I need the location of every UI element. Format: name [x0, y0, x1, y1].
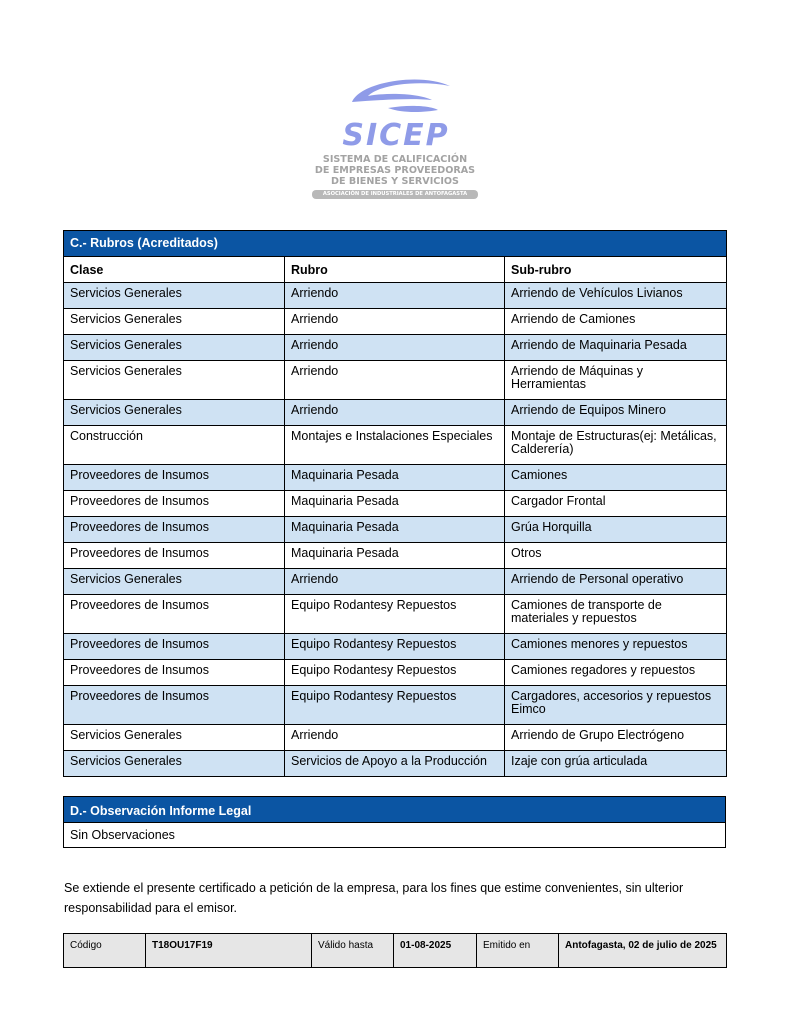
table-row	[64, 491, 727, 517]
table-row	[64, 569, 727, 595]
cell-sub-rubro: Izaje con grúa articulada	[505, 751, 727, 777]
observacion-text: Sin Observaciones	[64, 823, 726, 848]
cell-clase: Servicios Generales	[64, 283, 285, 309]
codigo-value: T18OU17F19	[146, 934, 312, 968]
cell-rubro: Arriendo	[285, 569, 505, 595]
cell-sub-rubro: Cargadores, accesorios y repuestos Eimco	[505, 686, 727, 725]
cell-sub-rubro: Camiones	[505, 465, 727, 491]
cell-rubro: Arriendo	[285, 725, 505, 751]
cell-sub-rubro: Arriendo de Grupo Electrógeno	[505, 725, 727, 751]
table-row	[64, 335, 727, 361]
certificate-footer	[63, 933, 727, 968]
cell-rubro: Maquinaria Pesada	[285, 491, 505, 517]
cell-rubro: Servicios de Apoyo a la Producción	[285, 751, 505, 777]
table-row	[64, 361, 727, 400]
cell-rubro: Arriendo	[285, 400, 505, 426]
cell-sub-rubro: Otros	[505, 543, 727, 569]
emitido-label: Emitido en	[477, 934, 559, 968]
cell-sub-rubro: Cargador Frontal	[505, 491, 727, 517]
cell-clase: Servicios Generales	[64, 400, 285, 426]
cell-clase: Servicios Generales	[64, 569, 285, 595]
table-row	[64, 426, 727, 465]
table-row	[64, 543, 727, 569]
cell-rubro: Montajes e Instalaciones Especiales	[285, 426, 505, 465]
table-row	[64, 465, 727, 491]
cell-clase: Servicios Generales	[64, 309, 285, 335]
table-row	[64, 400, 727, 426]
cell-rubro: Equipo Rodantesy Repuestos	[285, 634, 505, 660]
cell-rubro: Arriendo	[285, 335, 505, 361]
table-row	[64, 283, 727, 309]
cell-sub-rubro: Arriendo de Máquinas y Herramientas	[505, 361, 727, 400]
logo-wordmark: SICEP	[342, 118, 450, 153]
header-sub-rubro: Sub-rubro	[505, 257, 727, 283]
cell-rubro: Equipo Rodantesy Repuestos	[285, 660, 505, 686]
cell-clase: Proveedores de Insumos	[64, 686, 285, 725]
table-row	[64, 725, 727, 751]
cell-rubro: Arriendo	[285, 361, 505, 400]
codigo-label: Código	[64, 934, 146, 968]
logo-subtitle: SISTEMA DE CALIFICACIÓN DE EMPRESAS PROVEEDORAS DE BIENES Y SERVICIOS	[314, 154, 476, 187]
cell-clase: Servicios Generales	[64, 725, 285, 751]
cell-sub-rubro: Arriendo de Vehículos Livianos	[505, 283, 727, 309]
logo-association-band: ASOCIACIÓN DE INDUSTRIALES DE ANTOFAGASTA	[312, 190, 478, 199]
cell-rubro: Arriendo	[285, 283, 505, 309]
table-row	[64, 309, 727, 335]
cell-clase: Proveedores de Insumos	[64, 660, 285, 686]
valido-value: 01-08-2025	[394, 934, 477, 968]
observacion-table	[63, 796, 726, 848]
cell-clase: Proveedores de Insumos	[64, 517, 285, 543]
closing-statement: Se extiende el presente certificado a petición de la empresa, para los fines que estime convenientes, sin ulterior responsabilidad para el emisor.	[64, 881, 684, 915]
cell-sub-rubro: Grúa Horquilla	[505, 517, 727, 543]
observacion-section-title: D.- Observación Informe Legal	[64, 797, 726, 823]
table-row	[64, 686, 727, 725]
cell-sub-rubro: Camiones de transporte de materiales y repuestos	[505, 595, 727, 634]
cell-sub-rubro: Arriendo de Personal operativo	[505, 569, 727, 595]
rubros-section-title: C.- Rubros (Acreditados)	[64, 231, 727, 257]
cell-sub-rubro: Arriendo de Maquinaria Pesada	[505, 335, 727, 361]
cell-clase: Servicios Generales	[64, 751, 285, 777]
cell-sub-rubro: Camiones regadores y repuestos	[505, 660, 727, 686]
sicep-logo	[300, 74, 490, 202]
cell-rubro: Maquinaria Pesada	[285, 465, 505, 491]
cell-rubro: Equipo Rodantesy Repuestos	[285, 595, 505, 634]
sicep-swoosh-icon	[300, 74, 490, 124]
table-row	[64, 517, 727, 543]
cell-clase: Servicios Generales	[64, 361, 285, 400]
emitido-value: Antofagasta, 02 de julio de 2025	[559, 934, 727, 968]
cell-clase: Proveedores de Insumos	[64, 543, 285, 569]
table-row	[64, 660, 727, 686]
header-clase: Clase	[64, 257, 285, 283]
valido-label: Válido hasta	[312, 934, 394, 968]
table-row	[64, 595, 727, 634]
cell-clase: Proveedores de Insumos	[64, 634, 285, 660]
cell-clase: Proveedores de Insumos	[64, 595, 285, 634]
cell-clase: Proveedores de Insumos	[64, 491, 285, 517]
cell-sub-rubro: Camiones menores y repuestos	[505, 634, 727, 660]
cell-rubro: Arriendo	[285, 309, 505, 335]
cell-clase: Servicios Generales	[64, 335, 285, 361]
cell-sub-rubro: Montaje de Estructuras(ej: Metálicas, Calderería)	[505, 426, 727, 465]
cell-clase: Construcción	[64, 426, 285, 465]
cell-rubro: Equipo Rodantesy Repuestos	[285, 686, 505, 725]
cell-rubro: Maquinaria Pesada	[285, 517, 505, 543]
cell-rubro: Maquinaria Pesada	[285, 543, 505, 569]
table-row	[64, 634, 727, 660]
cell-clase: Proveedores de Insumos	[64, 465, 285, 491]
rubros-table	[63, 230, 727, 777]
table-row	[64, 751, 727, 777]
cell-sub-rubro: Arriendo de Camiones	[505, 309, 727, 335]
cell-sub-rubro: Arriendo de Equipos Minero	[505, 400, 727, 426]
header-rubro: Rubro	[285, 257, 505, 283]
